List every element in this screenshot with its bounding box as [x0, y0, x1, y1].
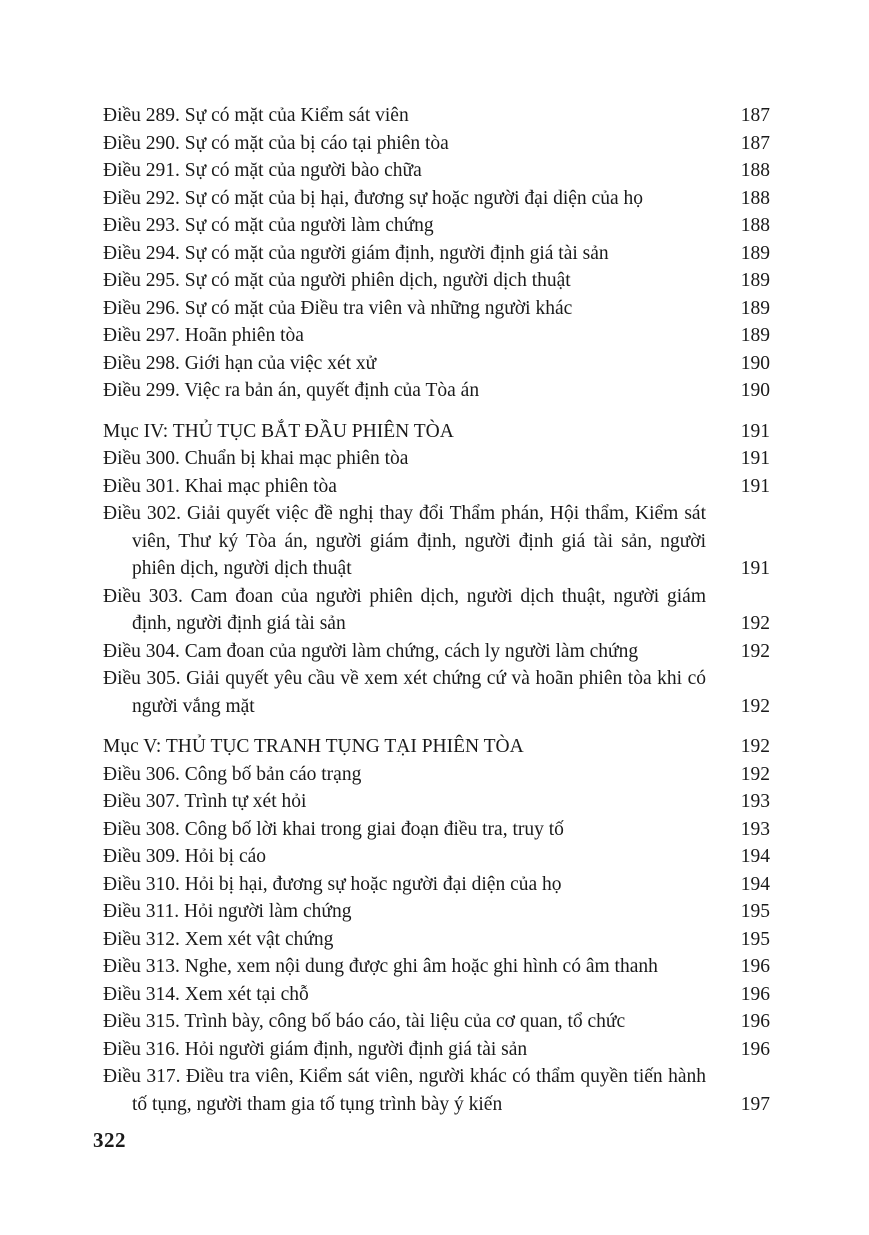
toc-section-title: Mục V: THỦ TỤC TRANH TỤNG TẠI PHIÊN TÒA	[103, 736, 524, 757]
toc-entry-page: 189	[740, 270, 770, 291]
toc-entry-page: 191	[740, 420, 770, 442]
toc-entry	[103, 267, 770, 295]
toc-entry-title: Điều 311. Hỏi người làm chứng	[103, 901, 352, 922]
toc-entry-page: 196	[740, 983, 770, 1005]
toc-entry-page: 187	[740, 105, 770, 126]
toc-entry-page: 196	[740, 1011, 770, 1032]
toc-entry	[103, 157, 770, 185]
toc-entry-title: Điều 313. Nghe, xem nội dung được ghi âm hoặc ghi hình có âm thanh	[103, 956, 658, 977]
toc-entry	[103, 445, 770, 473]
toc-entry-title: Điều 310. Hỏi bị hại, đương sự hoặc người đại diện của họ	[103, 873, 562, 895]
page-number: 322	[93, 1128, 126, 1152]
toc-entry-page: 192	[740, 640, 770, 662]
toc-section-title: Mục IV: THỦ TỤC BẮT ĐẦU PHIÊN TÒA	[103, 420, 454, 442]
toc-entry	[103, 185, 770, 213]
toc-entry-title: Điều 307. Trình tự xét hỏi	[103, 791, 307, 812]
toc-entry-title: Điều 300. Chuẩn bị khai mạc phiên tòa	[103, 448, 409, 469]
toc-entry-title: Điều 308. Công bố lời khai trong giai đoạn điều tra, truy tố	[103, 818, 564, 840]
toc-entry-title: Điều 304. Cam đoan của người làm chứng, cách ly người làm chứng	[103, 640, 639, 662]
toc-entry-page: 191	[740, 558, 770, 579]
toc-entry-title: Điều 317. Điều tra viên, Kiểm sát viên, người khác có thẩm quyền tiến hành tố tụng, người tham gia tố tụng trình bày ý kiến	[103, 1066, 706, 1115]
toc-entry	[103, 788, 770, 816]
toc-entry	[103, 843, 770, 871]
toc-entry-title: Điều 292. Sự có mặt của bị hại, đương sự hoặc người đại diện của họ	[103, 187, 643, 209]
toc-entry-page: 191	[740, 448, 770, 469]
toc-entry-title: Điều 295. Sự có mặt của người phiên dịch, người dịch thuật	[103, 270, 571, 291]
toc-entry	[103, 1036, 770, 1064]
toc-entry-title: Điều 314. Xem xét tại chỗ	[103, 983, 309, 1005]
toc-entry-page: 189	[740, 297, 770, 319]
toc-entry	[103, 638, 770, 666]
toc-entry-page: 192	[740, 736, 770, 757]
toc-entry-page: 190	[740, 380, 770, 401]
toc-entry-title: Điều 294. Sự có mặt của người giám định, người định giá tài sản	[103, 242, 609, 264]
toc-entry-title: Điều 301. Khai mạc phiên tòa	[103, 475, 337, 497]
toc-entry	[103, 1008, 770, 1036]
toc-entry-page: 190	[740, 352, 770, 374]
toc-entry	[103, 898, 770, 926]
toc-entry-title: Điều 299. Việc ra bản án, quyết định của Tòa án	[103, 380, 480, 401]
toc-entry-page: 188	[740, 215, 770, 236]
toc-entry-title: Điều 315. Trình bày, công bố báo cáo, tài liệu của cơ quan, tổ chức	[103, 1011, 626, 1032]
toc-entry-title: Điều 302. Giải quyết việc đề nghị thay đổi Thẩm phán, Hội thẩm, Kiểm sát viên, Thư ký Tòa án, người giám định, người định giá tài sản, người phiên dịch, người dịch thuật	[103, 503, 706, 579]
toc-entry-page: 191	[740, 475, 770, 497]
toc-entry	[103, 212, 770, 240]
toc-entry	[103, 816, 770, 844]
toc-entry	[103, 322, 770, 350]
toc-entry-page: 187	[740, 132, 770, 154]
toc-entry-page: 189	[740, 242, 770, 264]
toc-entry	[103, 981, 770, 1009]
toc-entry	[103, 871, 770, 899]
toc-entry-title: Điều 305. Giải quyết yêu cầu về xem xét chứng cứ và hoãn phiên tòa khi có người vắng mặt	[103, 668, 706, 717]
toc-entry	[103, 926, 770, 954]
toc-entry-page: 192	[740, 613, 770, 634]
toc-entry-page: 193	[740, 818, 770, 840]
toc-entry	[103, 102, 770, 130]
toc-entry	[103, 1063, 770, 1118]
toc-entry-title: Điều 316. Hỏi người giám định, người định giá tài sản	[103, 1038, 528, 1060]
table-of-contents	[103, 102, 770, 1118]
toc-entry-title: Điều 309. Hỏi bị cáo	[103, 846, 267, 867]
toc-entry-page: 196	[740, 1038, 770, 1060]
toc-entry-page: 194	[740, 873, 770, 895]
toc-entry	[103, 473, 770, 501]
toc-entry-page: 196	[740, 956, 770, 977]
toc-entry-page: 195	[740, 928, 770, 950]
toc-entry-page: 189	[740, 325, 770, 346]
toc-entry	[103, 761, 770, 789]
toc-entry-page: 192	[740, 695, 770, 717]
toc-entry	[103, 295, 770, 323]
toc-entry-page: 194	[740, 846, 770, 867]
toc-entry-page: 197	[740, 1093, 770, 1115]
toc-entry-title: Điều 290. Sự có mặt của bị cáo tại phiên tòa	[103, 132, 449, 154]
toc-entry-page: 188	[740, 187, 770, 209]
toc-entry	[103, 953, 770, 981]
toc-entry-title: Điều 297. Hoãn phiên tòa	[103, 325, 304, 346]
toc-entry-title: Điều 303. Cam đoan của người phiên dịch, người dịch thuật, người giám định, người định giá tài sản	[103, 585, 706, 634]
toc-entry	[103, 240, 770, 268]
toc-entry	[103, 665, 770, 720]
toc-entry	[103, 350, 770, 378]
toc-entry	[103, 583, 770, 638]
toc-entry-title: Điều 293. Sự có mặt của người làm chứng	[103, 215, 434, 236]
toc-entry-title: Điều 306. Công bố bản cáo trạng	[103, 763, 362, 785]
toc-entry-page: 188	[740, 160, 770, 181]
toc-entry-title: Điều 296. Sự có mặt của Điều tra viên và những người khác	[103, 297, 573, 319]
toc-entry	[103, 500, 770, 583]
toc-entry-title: Điều 298. Giới hạn của việc xét xử	[103, 352, 377, 374]
toc-entry-page: 192	[740, 763, 770, 785]
toc-entry-page: 195	[740, 901, 770, 922]
toc-entry	[103, 130, 770, 158]
toc-section-heading	[103, 733, 770, 761]
toc-entry-title: Điều 289. Sự có mặt của Kiểm sát viên	[103, 105, 409, 126]
toc-entry-page: 193	[740, 791, 770, 812]
toc-entry	[103, 377, 770, 405]
toc-section-heading	[103, 418, 770, 446]
toc-entry-title: Điều 291. Sự có mặt của người bào chữa	[103, 160, 422, 181]
toc-entry-title: Điều 312. Xem xét vật chứng	[103, 928, 334, 950]
